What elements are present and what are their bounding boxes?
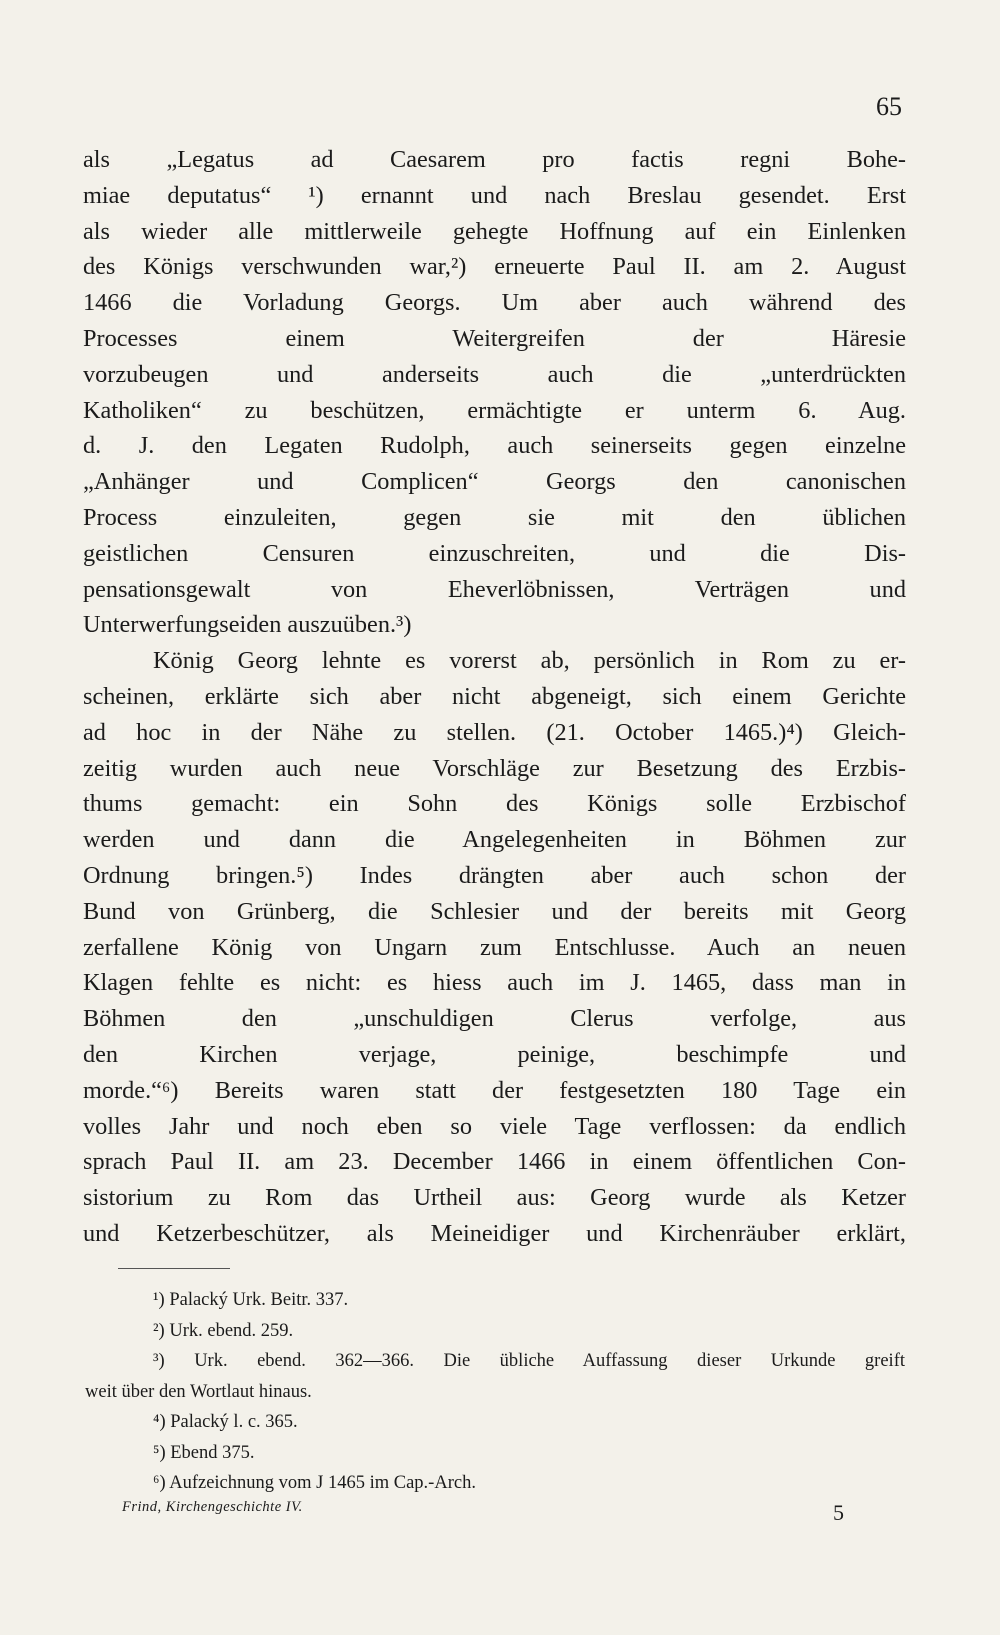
text-line: morde.“⁶) Bereits waren statt der festgesetzten 180 Tage ein bbox=[83, 1076, 906, 1104]
text-line: als „Legatus ad Caesarem pro factis regni Bohe- bbox=[83, 146, 906, 173]
text-line: „Anhänger und Complicen“ Georgs den canonischen bbox=[83, 468, 906, 496]
text-line: thums gemacht: ein Sohn des Königs solle Erzbischof bbox=[83, 790, 906, 818]
text-line: sistorium zu Rom das Urtheil aus: Georg wurde als Ketzer bbox=[83, 1184, 906, 1212]
text-line: zeitig wurden auch neue Vorschläge zur Besetzung des Erzbis- bbox=[83, 754, 906, 782]
text-line: Bund von Grünberg, die Schlesier und der bereits mit Georg bbox=[83, 897, 906, 925]
footnote-line: ⁵) Ebend 375. bbox=[153, 1442, 255, 1463]
text-line: werden und dann die Angelegenheiten in Böhmen zur bbox=[83, 826, 906, 854]
text-line: vorzubeugen und anderseits auch die „unterdrückten bbox=[83, 360, 906, 388]
text-line: Klagen fehlte es nicht: es hiess auch im J. 1465, dass man in bbox=[83, 969, 906, 997]
text-line: Processes einem Weitergreifen der Häresie bbox=[83, 324, 906, 352]
footer-signature: Frind, Kirchengeschichte IV. bbox=[122, 1499, 303, 1515]
text-line: ad hoc in der Nähe zu stellen. (21. October 1465.)⁴) Gleich- bbox=[83, 718, 906, 746]
text-line: den Kirchen verjage, peinige, beschimpfe und bbox=[83, 1040, 906, 1068]
footnote-line: ¹) Palacký Urk. Beitr. 337. bbox=[153, 1290, 349, 1310]
footnote-line: ²) Urk. ebend. 259. bbox=[153, 1320, 294, 1341]
text-line: Katholiken“ zu beschützen, ermächtigte er unterm 6. Aug. bbox=[83, 396, 906, 424]
body-text bbox=[83, 142, 906, 1252]
page-number: 65 bbox=[876, 92, 902, 121]
text-line: geistlichen Censuren einzuschreiten, und die Dis- bbox=[83, 539, 906, 567]
footnote-line: ⁴) Palacký l. c. 365. bbox=[153, 1412, 298, 1432]
text-line: d. J. den Legaten Rudolph, auch seinerseits gegen einzelne bbox=[83, 432, 906, 460]
footnote-line: weit über den Wortlaut hinaus. bbox=[85, 1381, 312, 1402]
text-line: zerfallene König von Ungarn zum Entschlusse. Auch an neuen bbox=[83, 933, 906, 961]
text-line: des Königs verschwunden war,²) erneuerte Paul II. am 2. August bbox=[83, 253, 906, 281]
footnote-divider bbox=[118, 1268, 230, 1269]
footnote-line: ⁶) Aufzeichnung vom J 1465 im Cap.-Arch. bbox=[153, 1473, 476, 1493]
text-line: Unterwerfungseiden auszuüben.³) bbox=[83, 611, 412, 639]
text-line: Process einzuleiten, gegen sie mit den üblichen bbox=[83, 503, 906, 531]
text-line: Böhmen den „unschuldigen Clerus verfolge, aus bbox=[83, 1005, 906, 1033]
sheet-mark: 5 bbox=[833, 1500, 844, 1525]
text-line: sprach Paul II. am 23. December 1466 in einem öffentlichen Con- bbox=[83, 1148, 906, 1176]
text-line: 1466 die Vorladung Georgs. Um aber auch während des bbox=[83, 289, 906, 317]
text-line: volles Jahr und noch eben so viele Tage verflossen: da endlich bbox=[83, 1112, 906, 1140]
footnotes bbox=[85, 1285, 905, 1499]
text-line: König Georg lehnte es vorerst ab, persönlich in Rom zu er- bbox=[153, 647, 906, 675]
text-line: miae deputatus“ ¹) ernannt und nach Breslau gesendet. Erst bbox=[83, 181, 906, 209]
text-line: pensationsgewalt von Eheverlöbnissen, Verträgen und bbox=[83, 575, 906, 603]
text-line: als wieder alle mittlerweile gehegte Hoffnung auf ein Einlenken bbox=[83, 217, 906, 245]
text-line: scheinen, erklärte sich aber nicht abgeneigt, sich einem Gerichte bbox=[83, 682, 906, 710]
text-line: Ordnung bringen.⁵) Indes drängten aber auch schon der bbox=[83, 861, 906, 889]
footnote-line: ³) Urk. ebend. 362—366. Die übliche Auffassung dieser Urkunde greift bbox=[153, 1351, 905, 1371]
text-line: und Ketzerbeschützer, als Meineidiger und Kirchenräuber erklärt, bbox=[83, 1219, 906, 1247]
